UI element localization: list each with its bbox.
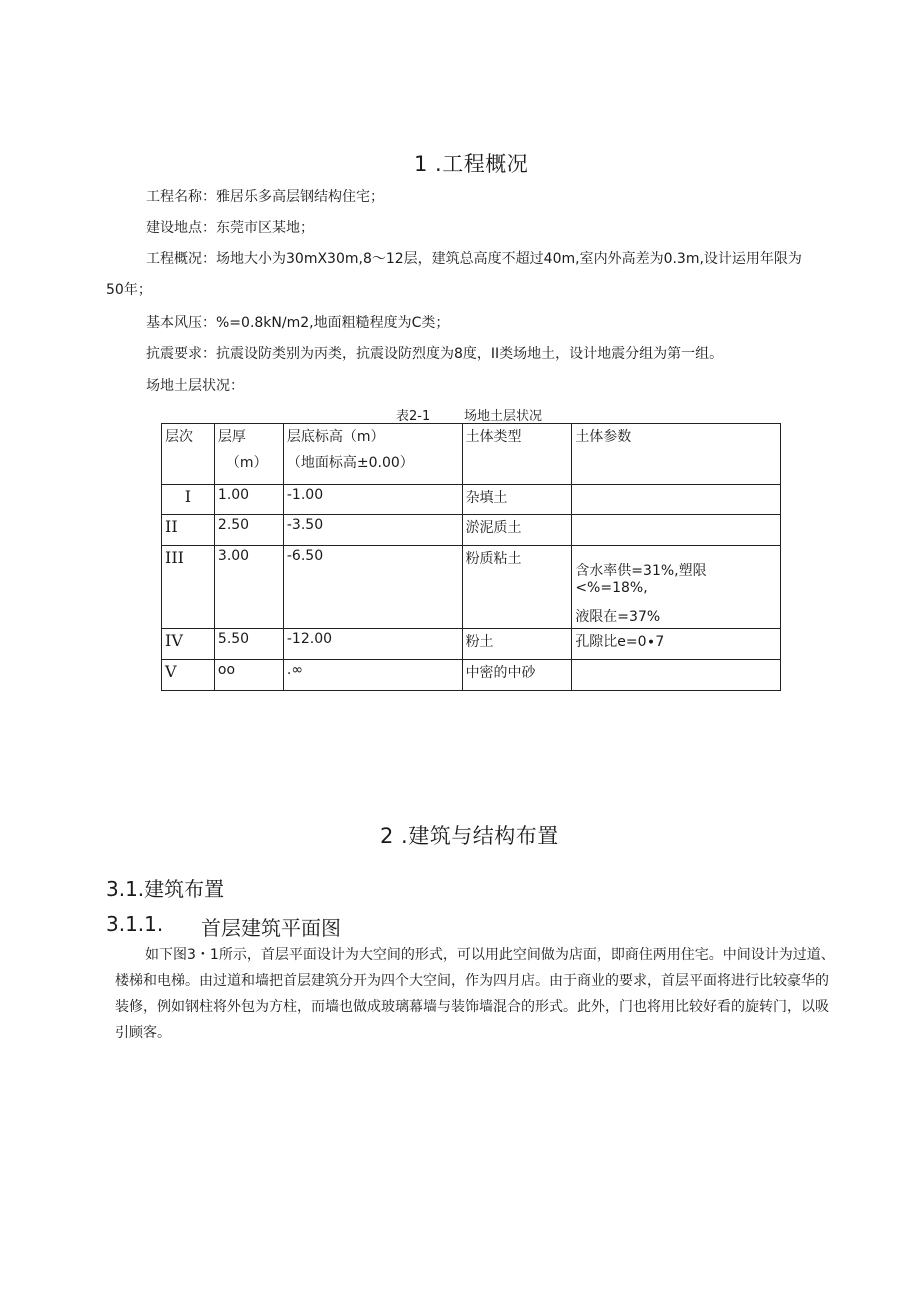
header-layer: 层次 <box>162 424 215 485</box>
cell-elevation: -6.50 <box>283 546 462 629</box>
header-soil-type: 土体类型 <box>462 424 572 485</box>
header-elevation-label: 层底标高（m） <box>286 429 385 445</box>
cell-elevation: .∞ <box>283 660 462 691</box>
wind-pressure-line: 基本风压：%=0.8kN∕m2,地面粗糙程度为C类； <box>146 315 450 331</box>
cell-layer: III <box>162 546 215 629</box>
cell-layer: II <box>162 515 215 546</box>
cell-soil-params <box>572 546 781 629</box>
section-title-layout: 2 .建筑与结构布置 <box>380 824 559 848</box>
cell-soil-params <box>572 485 781 515</box>
cell-soil-type: 杂填土 <box>462 485 572 515</box>
table-caption-title: 场地土层状况 <box>464 409 543 424</box>
cell-elevation: -12.00 <box>283 629 462 660</box>
header-thickness-label: 层厚 <box>217 429 246 445</box>
table-row <box>162 485 781 515</box>
overview-line-2: 50年； <box>106 282 152 298</box>
cell-layer: V <box>162 660 215 691</box>
subsection-title-architecture: 3.1.建筑布置 <box>106 877 225 901</box>
cell-thickness: 5.50 <box>214 629 283 660</box>
cell-layer: IV <box>162 629 215 660</box>
subsubsection-number: 3.1.1. <box>106 912 164 936</box>
seismic-line: 抗震要求：抗震设防类别为丙类，抗震设防烈度为8度，II类场地土，设计地震分组为第一组。 <box>146 346 724 362</box>
cell-soil-params <box>572 515 781 546</box>
table-row <box>162 660 781 691</box>
cell-thickness: oo <box>214 660 283 691</box>
cell-soil-type: 粉土 <box>462 629 572 660</box>
cell-soil-params: 孔隙比e=0∙7 <box>572 629 781 660</box>
subsubsection-title: 首层建筑平面图 <box>201 916 341 940</box>
cell-soil-type: 粉质粘土 <box>462 546 572 629</box>
project-name-line: 工程名称：雅居乐多高层钢结构住宅； <box>146 189 384 205</box>
table-row <box>162 546 781 629</box>
cell-thickness: 3.00 <box>214 546 283 629</box>
soil-intro-line: 场地土层状况： <box>146 378 244 394</box>
cell-thickness: 1.00 <box>214 485 283 515</box>
cell-elevation: -1.00 <box>283 485 462 515</box>
cell-elevation: -3.50 <box>283 515 462 546</box>
soil-param-line-2: 液限在=37% <box>575 609 661 625</box>
overview-line-1: 工程概况：场地大小为30mX30m,8～12层，建筑总高度不超过40m,室内外高差为0.3m,设计运用年限为 <box>146 251 802 267</box>
soil-param-line-1: 含水率供=31%,塑限<%=18%, <box>575 563 707 596</box>
cell-layer: I <box>162 485 215 515</box>
table-header-row <box>162 424 781 485</box>
cell-soil-params <box>572 660 781 691</box>
cell-thickness: 2.50 <box>214 515 283 546</box>
cell-soil-type: 淤泥质土 <box>462 515 572 546</box>
cell-soil-type: 中密的中砂 <box>462 660 572 691</box>
section-title-overview: 1 .工程概况 <box>414 152 529 176</box>
ground-floor-description: 如下图3・1所示，首层平面设计为大空间的形式，可以用此空间做为店面，即商住两用住宅。中间设计为过道、楼梯和电梯。由过道和墙把首层建筑分开为四个大空间，作为四月店。由于商业的要求，首层平面将进行比较豪华的装修，例如钢柱将外包为方柱，而墙也做成玻璃幕墙与装饰墙混合的形式。此外，门也将用比较好看的旋转门，以吸引顾客。 <box>115 947 835 1041</box>
location-line: 建设地点：东莞市区某地； <box>146 220 314 236</box>
soil-layer-table <box>161 423 781 691</box>
header-thickness-unit: （m） <box>225 455 268 471</box>
header-soil-params: 土体参数 <box>572 424 781 485</box>
table-row <box>162 515 781 546</box>
table-row <box>162 629 781 660</box>
table-caption-number: 表2-1 <box>396 409 431 424</box>
header-thickness <box>214 424 283 485</box>
header-elevation <box>283 424 462 485</box>
header-elevation-note: （地面标高±0.00） <box>286 455 414 471</box>
